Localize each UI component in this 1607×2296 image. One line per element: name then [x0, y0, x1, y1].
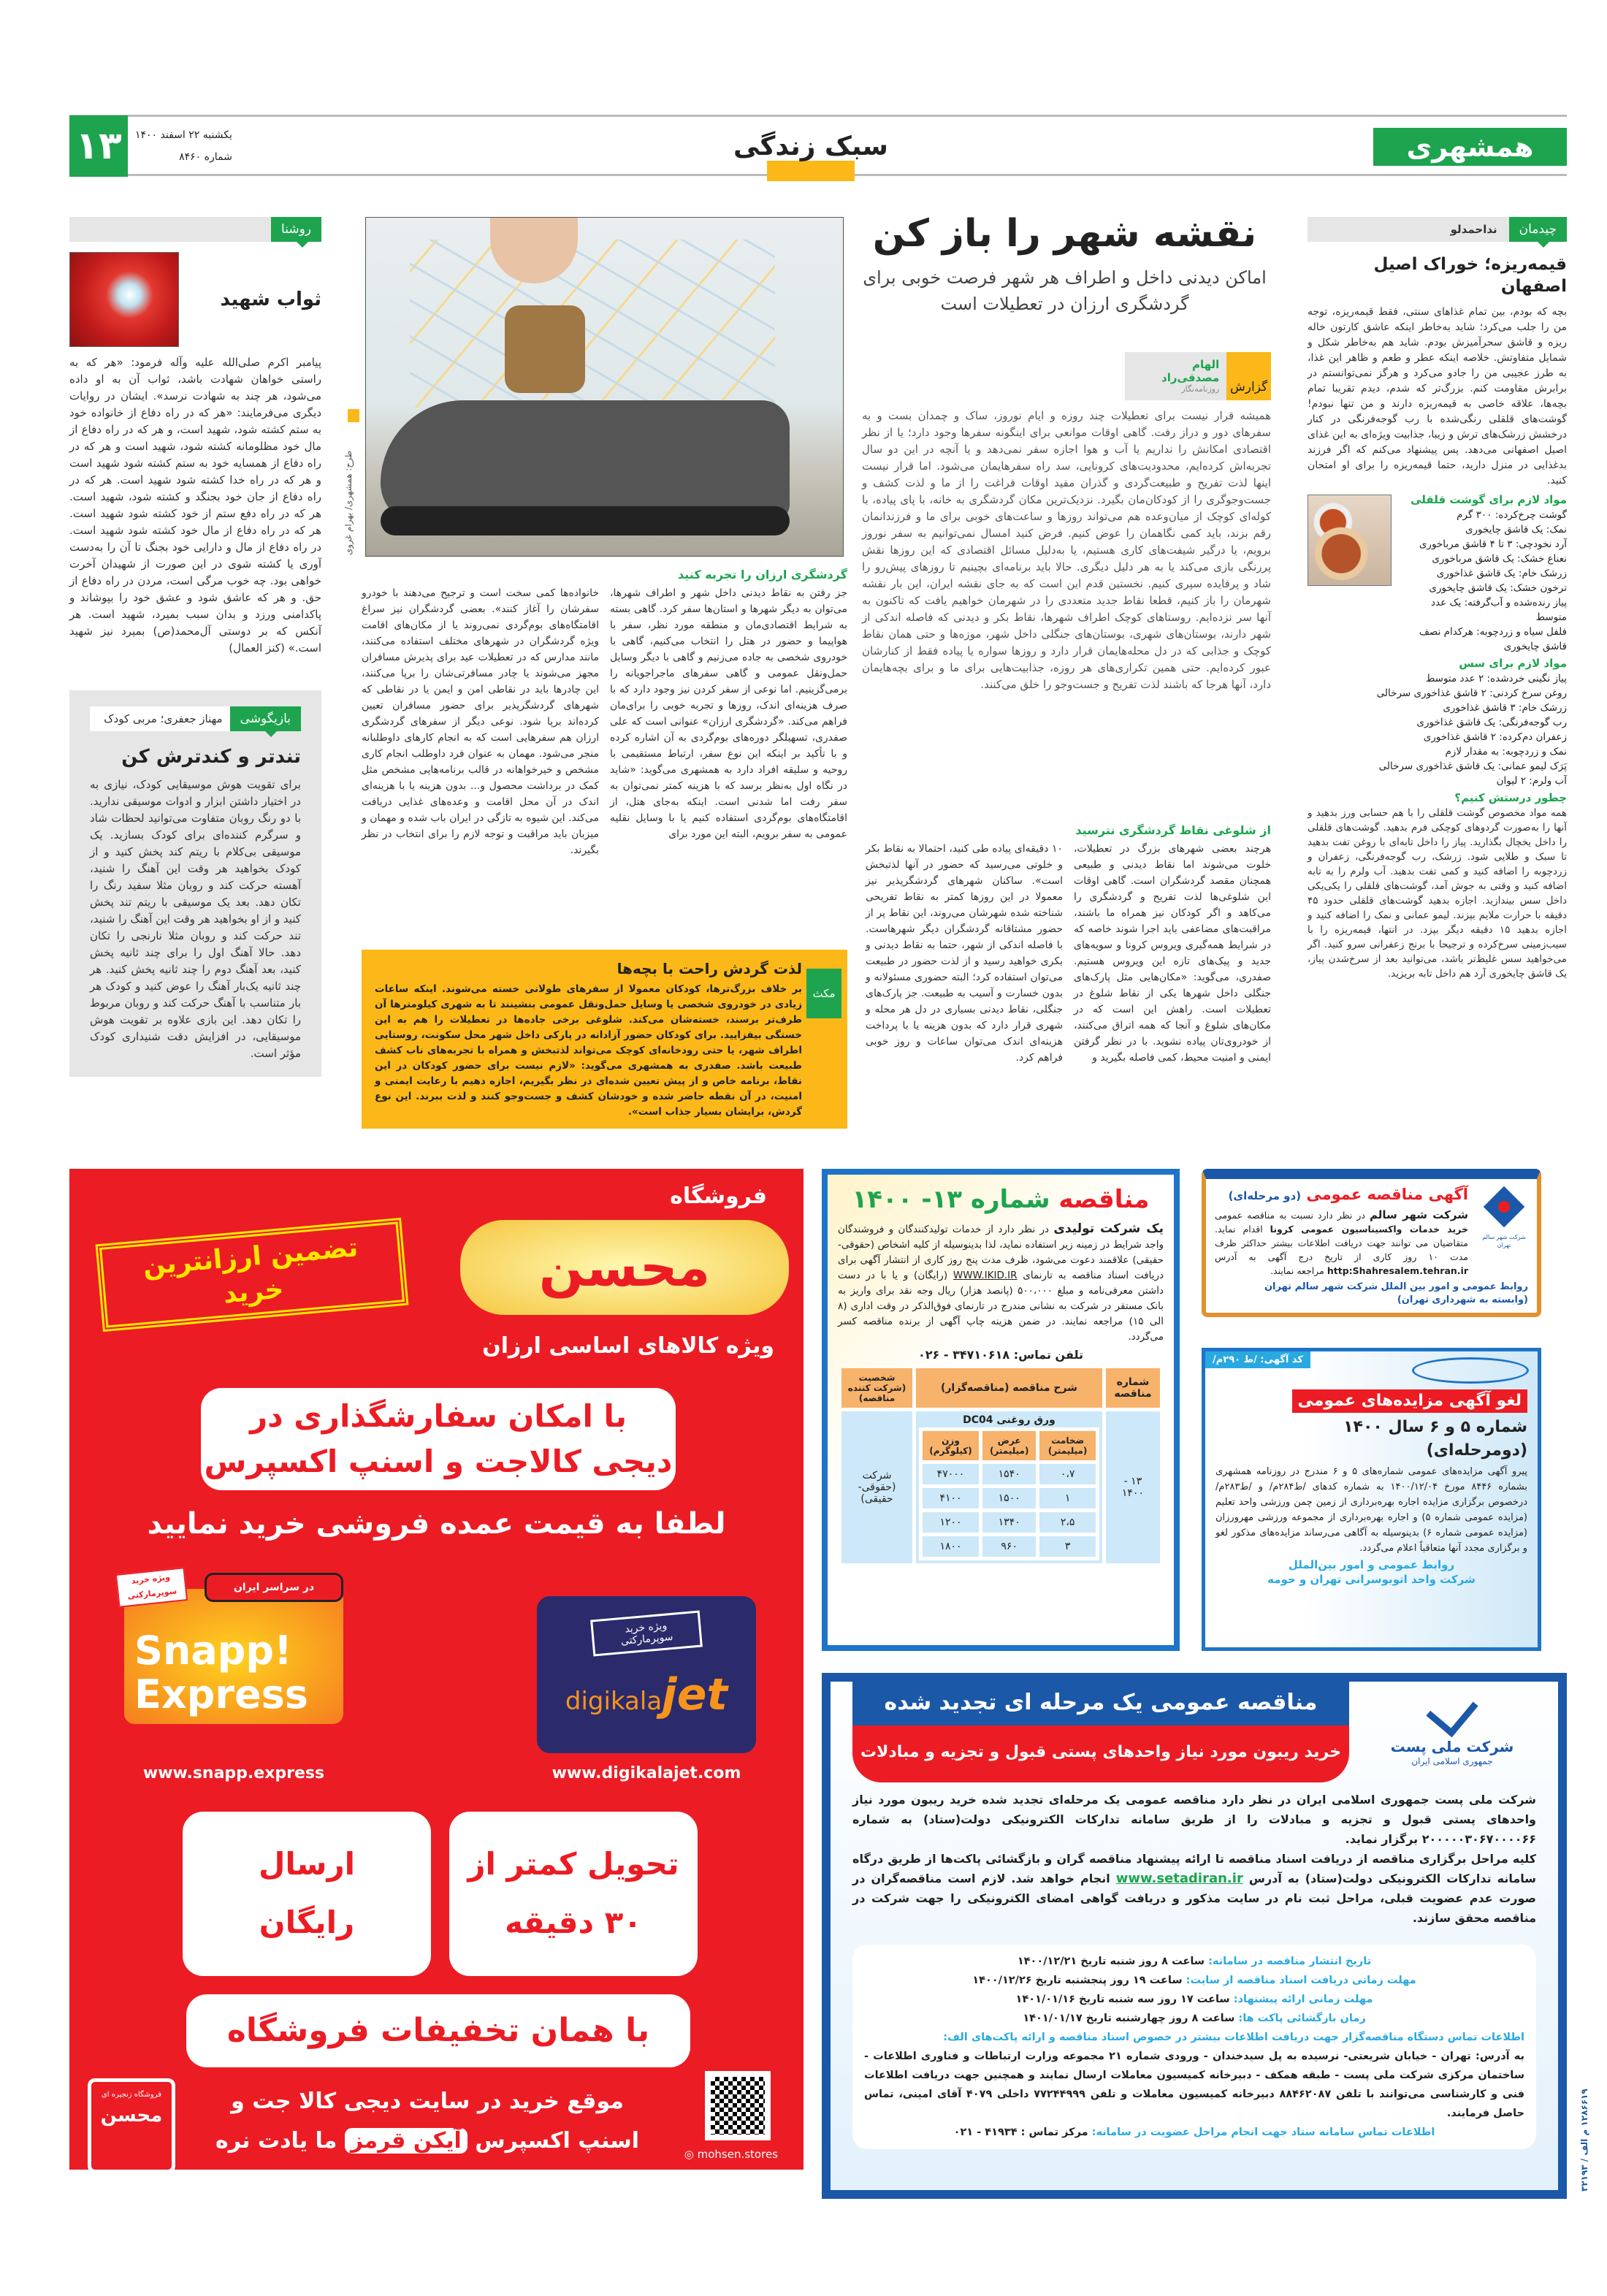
- bus-footer: روابط عمومی و امور بین‌الملل: [1288, 1558, 1455, 1571]
- spec-cell: ۱۸۰۰: [923, 1536, 979, 1557]
- shahr-salem-logo-text: شرکت شهر سالم تهران: [1482, 1234, 1526, 1248]
- bus-line: شماره ۵ و ۶ سال ۱۴۰۰: [1343, 1418, 1527, 1436]
- instagram-handle[interactable]: [684, 2148, 778, 2161]
- ingredient-item: زعفران دم‌کرده: ۲ قاشق غذاخوری: [1423, 731, 1567, 743]
- section-tag: [1308, 217, 1567, 242]
- setad-heading: اطلاعات تماس سامانه ستاد جهت انجام مراحل عضویت در سامانه:: [1091, 2127, 1435, 2138]
- author-role: روزنامه‌نگار: [1181, 384, 1220, 394]
- article-body: برای تقویت هوش موسیقایی کودک، نیازی به در اختیار داشتن ابزار و ادوات موسیقی ندارید. با دو رنگ روبان متفاوت می‌توانید لحظات شاد و سرگرم کننده‌ای برای کودک بسازید. یک موسیقی بی‌کلام با ریتم کند پخش کنید و از کودک بخواهید هر وقت این آهنگ را شنید، آهسته حرکت کند و روبان مثلا سفید رنگ را تکان دهد. بعد یک موسیقی با ریتم تند پخش کنید و از او بخواهید هر وقت این آهنگ را شنید، تند حرکت کند و روبان مثلا نارنجی را تکان دهد. حالا آهنگ اول را برای چند ثانیه پخش کنید، بعد آهنگ دوم را چند ثانیه پخش کنید. هر چند ثانیه یک‌بار آهنگ را عوض کنید و کودک هر بار متناسب با آهنگ حرکت کند و روبان مربوط را تکان دهد. این بازی علاوه بر تقویت هوش موسیقایی، در افزایش دقت شنیداری کودک مؤثر است.: [90, 778, 301, 1060]
- qr-code[interactable]: [705, 2071, 771, 2140]
- ingredient-item: نمک و زردچوبه: به مقدار لازم: [1445, 746, 1567, 758]
- main-title-block: [855, 206, 1275, 317]
- tender-phone: تلفن تماس: ۳۴۷۱۰۶۱۸ - ۰۲۶: [917, 1348, 1083, 1362]
- schedule-item: [864, 1971, 1524, 1990]
- ingredient-item: آرد نخودچی: ۳ تا ۴ قاشق مرباخوری: [1419, 538, 1567, 550]
- post-logo: [1390, 1687, 1514, 1767]
- ingredient-item: زرشک خام: یک قاشق غذاخوری: [1436, 568, 1567, 579]
- tender-title: [838, 1182, 1164, 1217]
- section-tag-label: بازیگوشی: [230, 706, 301, 731]
- salem-link[interactable]: http:Shahresalem.tehran.ir: [1327, 1265, 1468, 1276]
- kicker-tag: گزارش: [1226, 352, 1271, 400]
- delivery-line: ۳۰ دقیقه: [505, 1904, 642, 1940]
- column-text: خانواده‌ها کمی سخت است و ترجیح می‌دهند با خودرو سفرشان را آغاز کنند». بعضی گردشگران نیز سراغ اقامتگاه‌های بوم‌گردی نمی‌روند یا از مکان‌های اقامت ویژه گردشگران در شهرهای مختلف استفاده می‌کنند، مانند مدارس که در تعطیلات عید برای پذیرش مسافران مجهز می‌شوند یا چادر مسافرتی‌شان را برپا می‌کنند، این چادرها باید در نقاطی امن و ایمن یا در نقاطی که شهرهای گردشگرپذیر برای حضور مسافران تعیین کرده‌اند برپا شود. نوعی دیگر از سفرهای گردشگری ارزان هم سفرهایی است که به انجام کارهای داوطلبانه منجر می‌شود. مهمان به عنوان فرد داوطلب انجام کاری مشخص و خیرخواهانه در قالب برنامه‌هایی مشخص مثل کمک در برداشت محصول و... بدون هزینه یا با هزینه‌ای اندک در آن محل اقامت و وعده‌های غذایی دریافت می‌کند. این شیوه به تازگی در ایران باب شده و مهمان و میزبان باید مراقبت و توجه لازم را برای انتخاب در نظر بگیرند.: [362, 587, 599, 856]
- meat-ingredients: [1397, 508, 1567, 654]
- post-subtitle: خرید ریبون مورد نیاز واحدهای پستی قبول و تجزیه و مبادلات: [852, 1725, 1349, 1782]
- snapp-badge: ویژه خرید سوپرمارکتی: [115, 1567, 188, 1608]
- digikala-url[interactable]: www.digikalajet.com: [551, 1764, 741, 1782]
- food-image: [1308, 495, 1392, 586]
- salem-title-note: (دو مرحله‌ای): [1228, 1189, 1302, 1202]
- bus-company-logo: [1412, 1357, 1529, 1384]
- issue-date: یکشنبه ۲۲ اسفند ۱۴۰۰: [135, 129, 232, 141]
- delivery-line: تحویل کمتر از: [467, 1846, 679, 1882]
- tender-13-ad: [822, 1169, 1180, 1651]
- cheapest-stamp: تضمین ارزانترین خرید: [96, 1218, 409, 1332]
- shahr-salem-logo-icon: [1484, 1186, 1525, 1228]
- tender-title-a: مناقصه: [1058, 1185, 1150, 1214]
- main-lead: [862, 408, 1271, 693]
- tender-schedule: [864, 1952, 1524, 2028]
- schedule-value: ساعت ۱۷ روز سه شنبه تاریخ ۱۴۰۱/۰۱/۱۶: [1015, 1994, 1230, 2005]
- column-text: جز رفتن به نقاط دیدنی داخل شهر و اطراف شهرها، می‌توان به دیگر شهرها و استان‌ها سفر کرد. گاهی بسته به شرایط اقتصادی‌مان و منطقه مورد نظر، سفر با هواپیما و حضور در هتل را انتخاب می‌کنیم، گاهی با خودروی شخصی به جاده می‌زنیم و گاهی با دیگر وسایل حمل‌ونقل عمومی و گاهی سفرهای ماجراجویانه را برمی‌گزینیم. اما نوعی از سفر کردن نیز وجود دارد که با صرف هزینه‌ای اندک، روزها و تجربه خوبی را برای‌مان فراهم می‌کند. «گردشگری ارزان» عنوانی است که علی صفدری، تسهیلگر دوره‌های بوم‌گردی به آن اشاره کرده و با تأکید بر اینکه این نوع سفر، ارتباط مستقیمی با روحیه و سلیقه افراد دارد به همشهری می‌گوید: «شاید در نگاه اول به‌نظر برسد که با هزینه کمتر نمی‌توان به سفر رفت اما شدنی است. اینکه به‌جای هتل، از اقامتگاه‌های بوم‌گردی استفاده کنیم یا با وسایل نقلیه عمومی به سفر برویم، البته این مورد برای: [610, 587, 847, 840]
- shahr-salem-ad: [1202, 1169, 1541, 1317]
- mohsen-chain-logo: [88, 2078, 175, 2173]
- tender-company: یک شرکت تولیدی: [1053, 1221, 1164, 1236]
- reminder-line: موقع خرید در سایت دیجی کالا جت و: [231, 2089, 624, 2114]
- tagline: ویژه کالاهای اساسی ارزان: [482, 1333, 774, 1359]
- instagram-text: mohsen.stores: [697, 2148, 778, 2161]
- ingredient-item: روغن سرخ کردنی: ۲ قاشق غذاخوری سرخالی: [1376, 687, 1567, 699]
- bus-title: لغو آگهی مزایده‌های عمومی: [1292, 1389, 1528, 1413]
- contact-text: به آدرس: تهران - خیابان شریعتی- نرسیده به پل سیدخندان - ورودی شماره ۲۱ مجموعه وزارت ارتباطات و فناوری اطلاعات - ساختمان مرکزی شرکت ملی پست - طبقه همکف - دبیرخانه کمیسیون معاملات ارسال نمایند و همچنین جهت دریافت اطلاعات فنی و کارشناسی می‌توانند با تلفن ۸۸۴۶۲۰۸۷ دبیرخانه کمیسیون معاملات و تلفن ۷۷۲۴۴۹۹۹ داخلی ۴۰۷۹ آقای امینی، تماس حاصل فرمایند.: [864, 2051, 1524, 2119]
- salem-company: شرکت شهر سالم: [1369, 1208, 1468, 1221]
- author-name: مهناز جعفری؛ مربی کودک: [104, 712, 223, 725]
- spec-header: عرض (میلیمتر): [982, 1431, 1037, 1460]
- snapp-logo-text: Snapp!: [134, 1628, 292, 1674]
- schedule-item: [864, 1990, 1524, 2009]
- digikala-jet-logo[interactable]: [537, 1596, 756, 1753]
- article-column-2: [362, 585, 599, 858]
- tender-text: در نظر دارد از خدمات تولیدکنندگان و فروشندگان واجد شرایط در زمینه زیر استفاده نماید، لذا بدینوسیله از کلیه اشخاص (حقوقی-حقیقی) علاقمند دعوت می‌شود، ظرف مدت پنج روز کاری از انتشار آگهی برای دریافت اسناد مناقصه به تارنمای: [838, 1224, 1164, 1281]
- tender-item: ورق روغنی DC04: [963, 1414, 1056, 1426]
- schedule-label: مهلت زمانی ارائه پیشنهاد:: [1233, 1994, 1373, 2005]
- contact-heading: اطلاعات تماس دستگاه مناقصه‌گزار جهت دریافت اطلاعات بیشتر در خصوص اسناد مناقصه و ارائه پاکت‌های الف:: [943, 2032, 1524, 2043]
- digikala-badge: ویژه خرید سوپرمارکتی: [590, 1611, 703, 1657]
- red-icon-highlight: آیکن قرمز: [345, 2128, 467, 2154]
- schedule-value: ساعت ۸ روز چهارشنبه تاریخ ۱۴۰۱/۰۱/۱۷: [1023, 2013, 1235, 2024]
- column-chidman: [1308, 217, 1567, 981]
- schedule-value: ساعت ۱۹ روز پنجشنبه تاریخ ۱۴۰۰/۱۲/۲۶: [972, 1975, 1183, 1986]
- mohsen-store-ad: [69, 1169, 804, 2170]
- free-line: ارسال: [258, 1846, 356, 1882]
- schedule-item: [864, 1952, 1524, 1971]
- how-heading: چطور درستش کنیم؟: [1454, 791, 1567, 804]
- section-title: [730, 131, 891, 161]
- reminder: [186, 2082, 668, 2161]
- header-rule-top: [69, 115, 1567, 117]
- salem-text: مراجعه نمایند.: [1270, 1265, 1324, 1276]
- post-text: کلیه مراحل برگزاری مناقصه از دریافت اسناد مناقصه تا ارائه پیشنهاد مناقصه گران و بازگشائی پاکت‌ها از طریق درگاه سامانه تدارکات الکترونیکی دولت(ستاد) به آدرس: [852, 1852, 1537, 1885]
- salem-title-text: آگهی مناقصه عمومی: [1306, 1186, 1468, 1203]
- mohsen-logo: محسن: [460, 1220, 789, 1315]
- section-tag-label: روشنا: [271, 217, 321, 242]
- chain-brand: محسن: [100, 2105, 163, 2127]
- bus-footer: شرکت واحد اتوبوسرانی تهران و حومه: [1267, 1573, 1476, 1586]
- schedule-label: زمان بازگشائی پاکت ها:: [1238, 2013, 1366, 2024]
- table-header: شرح مناقصه (مناقصه‌گزار): [916, 1368, 1102, 1408]
- map-pattern: [410, 240, 775, 408]
- column-subhead: از شلوغی نقاط گردشگری نترسید: [1075, 823, 1271, 837]
- bus-body: پیرو آگهی مزایده‌های عمومی شماره‌های ۵ و ۶ مندرج در روزنامه همشهری بشماره ۸۴۴۶ مورخ ۱۴۰۰/۱۲/۰۴ به شماره کدهای /ط۲۸۴م/ و /ط۲۸۳م/ درخصوص برگزاری مزایده اجاره بهره‌برداری از زمین چمن ورزشی واحد تعلیم (مزایده عمومی شماره ۵) و اجاره بهره‌برداری از مجموعه ورزشی مهرورزان (مزایده عمومی شماره ۶) بدینوسیله به آگاهی می‌رساند مزایده‌های مذکور لغو و برگزاری مجدد آنها متعاقباً اعلام می‌گردد.: [1215, 1466, 1528, 1554]
- issue-number: شماره ۸۴۶۰: [179, 151, 232, 163]
- article-title: قیمه‌ریزه؛ خوراک اصیل اصفهان: [1373, 255, 1567, 296]
- byline: [1125, 352, 1271, 400]
- article-column-4: [866, 841, 1063, 1066]
- post-title: مناقصه عمومی یک مرحله ای تجدید شده: [852, 1682, 1349, 1725]
- spec-cell: ۴۱۰۰: [923, 1488, 979, 1509]
- shahr-salem-logo: [1477, 1188, 1531, 1249]
- meat-section: [1308, 492, 1567, 654]
- order-box: [201, 1388, 676, 1490]
- order-line: دیجی کالاجت و اسنپ اکسپرس: [204, 1443, 673, 1479]
- section-tag-label: چیدمان: [1509, 217, 1567, 242]
- photo-credit: طرح: همشهری/ بهرام غروی: [343, 450, 354, 555]
- section-underline: [767, 161, 855, 181]
- spec-header: ضخامت (میلیمتر): [1039, 1431, 1095, 1460]
- main-subtitle: اماکن دیدنی داخل و اطراف هر شهر فرصت خوبی برای گردشگری ارزان در تعطیلات است: [863, 267, 1267, 314]
- ad-code-vertical: ۱۲۸۶۶۱۹ م الف / ۳۲۱۹۳: [1579, 2089, 1589, 2192]
- newspaper-logo[interactable]: همشهری: [1373, 128, 1567, 166]
- shoe-sole: [381, 506, 790, 535]
- table-header: شماره مناقصه: [1106, 1368, 1160, 1408]
- post-logo-icon: [1426, 1685, 1478, 1737]
- main-headline: نقشه شهر را باز کن: [872, 212, 1257, 256]
- setad-contact: [864, 2123, 1524, 2142]
- ingredient-item: ترخون خشک: یک قاشق چایخوری: [1429, 582, 1567, 594]
- column-text: ۱۰ دقیقه‌ای پیاده طی کنید، احتمالا به نقاط بکر و خلوتی می‌رسید که حضور در آنها لذتبخش است». ساکنان شهرهای گردشگرپذیر نیز معمولا در این روزها کمتر به نقاط تفریحی شناخته شده شهرشان می‌روند، این نقاط پر از حضور مشتاقانه گردشگران دیگر شهرهاست. با فاصله اندکی از شهر، حتما به نقاط دیدنی و بکری خواهید رسید و از لذت حضور در طبیعت می‌توان استفاده کرد؛ البته حضوری مسئولانه و بدون خسارت و آسیب به طبیعت. جز پارک‌های جنگلی، نقاط دیدنی بسیاری در دل هر محله و شهری قرار دارد که بدون هزینه یا با پرداخت هزینه‌ای اندک می‌توان ساعات و روز خوبی فراهم کرد.: [866, 843, 1063, 1064]
- schedule-label: مهلت زمانی دریافت اسناد مناقصه از سایت:: [1186, 1975, 1416, 1986]
- ingredient-item: آب ولرم: ۲ لیوان: [1496, 775, 1567, 787]
- poppy-image: [69, 252, 179, 347]
- reminder-part: ما یادت نره: [215, 2128, 337, 2154]
- post-logo-text: شرکت ملی پست: [1390, 1738, 1514, 1755]
- ingredient-item: رب گوجه‌فرنگی: یک قاشق غذاخوری: [1416, 717, 1567, 728]
- article-title: تندتر و کندترش کن: [121, 746, 301, 768]
- author-name: نداحمدلو: [1450, 223, 1497, 236]
- reminder-part: اسنپ اکسپرس: [475, 2128, 640, 2154]
- schedule-value: ساعت ۸ روز شنبه تاریخ ۱۴۰۰/۱۲/۲۱: [1017, 1956, 1205, 1967]
- ingredient-item: پیاز رنده‌شده و آب‌گرفته: یک عدد متوسط: [1431, 597, 1567, 623]
- box-title: لذت گردش راحت با بچه‌ها: [617, 960, 802, 977]
- article-title: ثواب شهید: [220, 289, 321, 310]
- issue-info: [135, 124, 232, 168]
- spec-row: [923, 1464, 1096, 1484]
- bus-line: (دومرحله‌ای): [1426, 1441, 1527, 1460]
- spec-cell: ۱: [1039, 1488, 1095, 1509]
- snapp-express-logo[interactable]: [124, 1572, 343, 1724]
- spec-cell: ۱۲۰۰: [923, 1512, 979, 1533]
- schedule-item: [864, 2009, 1524, 2028]
- sauce-ingredients: [1308, 671, 1567, 788]
- section-title-text: سبک زندگی: [733, 131, 888, 161]
- map-shoe-illustration: [365, 217, 844, 557]
- post-info-box: [852, 1945, 1536, 2149]
- jet-logo-text: jet: [662, 1669, 728, 1720]
- salem-text: در نظر دارد نسبت به مناقصه عمومی: [1215, 1210, 1365, 1221]
- setad-link[interactable]: www.setadiran.ir: [1115, 1871, 1243, 1886]
- discount-box: با همان تخفیفات فروشگاه: [186, 1994, 690, 2067]
- column-text: هرچند بعضی شهرهای بزرگ در تعطیلات، خلوت می‌شوند اما نقاط دیدنی و طبیعی همچنان مقصد گردشگران است. گاهی اوقات این شلوغی‌ها لذت تفریح و گردشگری را می‌کاهد و اگر کودکان نیز همراه ما باشند، مراقبت‌های مضاعفی باید اجرا شوند خاصه که در شرایط همه‌گیری ویروس کرونا و سویه‌های جدید و پیک‌های تازه این ویروس هستیم. صفدری، می‌گوید: «مکان‌هایی مثل پارک‌های جنگلی داخل شهرها یکی از نقاط شلوغ در تعطیلات است. راهش این است که در مکان‌های شلوغ و آنجا که همه اتراق می‌کنند، از خودروی‌تان پیاده نشوید. با در نظر گرفتن ایمنی و امنیت محیط، کمی فاصله بگیرید و: [1074, 843, 1271, 1064]
- spec-row: [923, 1512, 1096, 1533]
- spec-row: [923, 1536, 1096, 1557]
- meat-heading: مواد لازم برای گوشت قلقلی: [1411, 493, 1567, 506]
- ingredient-item: نمک: یک قاشق چایخوری: [1465, 524, 1567, 535]
- makth-box: [362, 950, 847, 1129]
- author-name: الهام مصدقی‌راد: [1161, 358, 1220, 384]
- tender-body: [838, 1221, 1164, 1345]
- salem-footer: (وابسته به شهرداری تهران): [1397, 1294, 1528, 1305]
- spec-cell: ۴۷۰۰۰: [923, 1464, 979, 1484]
- setad-phone: مرکز تماس : ۴۱۹۳۴ - ۰۲۱: [953, 2127, 1088, 2138]
- spec-cell: ۲،۵: [1039, 1512, 1095, 1533]
- section-tag: [69, 217, 321, 242]
- store-label: فروشگاه: [670, 1183, 767, 1209]
- sauce-heading: مواد لازم برای سس: [1459, 657, 1567, 670]
- tender-title-b: شماره ۱۳- ۱۴۰۰: [852, 1185, 1050, 1214]
- ingredient-item: گوشت چرخ‌کرده: ۳۰۰ گرم: [1457, 509, 1567, 521]
- spec-cell: ۹۶۰: [982, 1536, 1037, 1557]
- snapp-region: در سراسر ایران: [205, 1573, 343, 1602]
- post-paragraph: شرکت ملی پست جمهوری اسلامی ایران در نظر دارد مناقصه عمومی یک مرحله‌ای تجدید شده خرید ریبون مورد نیاز واحدهای پستی قبول و تجزیه و مبادلات را از طریق سامانه تدارکات الکترونیکی دولت(ستاد) به شماره ۲۰۰۰۰۰۳۰۶۷۰۰۰۰۶۶ برگزار نماید.: [852, 1793, 1536, 1846]
- spec-header: وزن (کیلوگرم): [923, 1431, 979, 1460]
- tender-text: (رایگان) و یا با در دست داشتن معرفی‌نامه و مبلغ ۵۰۰،۰۰۰ (پانصد هزار) ریال وجه نقد برای واریز به بانک مستقر در شرکت به نشانی مندرج در تارنمای فوق‌الذکر در وقت اداری (۸ الی ۱۵) مراجعه نمایند. در ضمن هزینه چاپ آگهی از برنده مناقصه کسر می‌گردد.: [838, 1270, 1164, 1343]
- ingredient-item: پَرَک لیمو عمانی: یک قاشق غذاخوری سرخالی: [1378, 760, 1567, 772]
- main-lead-text: همیشه قرار نیست برای تعطیلات چند روزه و ایام نوروز، ساک و چمدان بست و به سفرهای دور و دراز رفت. گاهی اوقات موانعی برای اینگونه سفرها وجود دارد؛ یا از نظر اقتصادی امکانش را نداریم یا آب و هوا اجازه سفر نمی‌دهد و یا آنچه در این دو سال تجربه‌اش کرده‌ایم، محدودیت‌های کرونایی، سد راه سفرهایمان می‌شود. اما قرار نیست اینها لذت تفریح و طبیعت‌گردی و گذران مفید اوقات فراغت را از ما و لذت کشف و جست‌وجوگری را از کودکان‌مان بگیرد. نزدیک‌ترین مکان گردشگری به خانه، با پای پیاده، با کوله‌ای کوچک از میان‌وعده هم می‌تواند روزها و ساعت‌های خوبی برای ما و فرزندانمان رقم بزند، باید کمی نگاهمان را عوض کنیم. فرض کنید امسال نمی‌توانیم به سفر نوروز برویم، یا درگیر شیفت‌های کاری هستیم، یا به‌دلیل مسائل اقتصادی که این روزها نقش پررنگی بازی می‌کند یا به هر دلیل دیگری. حالا باید برنامه‌ای بچینیم تا روزهای پیش‌رو را شاد و پرفایده سپری کنیم. نخستین قدم این است که به جای نقشه ایران، این بار نقشه شهرمان را باز کنیم، قطعا نقاط جدید متعددی را در شهرمان خواهیم یافت که تاکنون به آنها سر نزده‌ایم. روستاهای کوچک اطراف شهرها، نقاط بکر و دیدنی که فاصله اندکی از شهر دارند، بوستان‌های شهری، بوستان‌های جنگلی داخل شهر، موزه‌ها و حتی همان نقاط کوچک و جذابی که در دل محله‌هایمان قرار دارد و روزها سواره یا پیاده فقط از کنارشان عبور کرده‌ایم. حتی همین تکراری‌های هر روزه، جذابیت‌هایی برای ما و برای بچه‌هایمان دارد، آنها هرجا که باشند لذت تفریح و جست‌وجو را خلق می‌کنند.: [862, 409, 1271, 691]
- tender-table: [838, 1365, 1164, 1567]
- box-text: بر خلاف بزرگ‌ترها، کودکان معمولا از سفرهای طولانی خسته می‌شوند. اینکه ساعات زیادی در خودروی شخصی یا وسایل حمل‌ونقل عمومی بنشینند تا به شهری کیلومترها آن طرف‌تر برسند، خسته‌شان می‌کند. شلوغی برخی جاده‌ها در تعطیلات را هم به این خستگی بیفزایید. برای کودکان حضور آزادانه در پارکی داخل شهر محل سکونت، روستایی اطراف شهر، یا حتی رودخانه‌ای کوچک می‌تواند لذتبخش و همراه با تجربه‌های ناب کشف طبیعت باشد. صفدری به همشهری می‌گوید: «لازم نیست برای حضور کودکان در این نقاط، برنامه خاص و از پیش تعیین شده‌ای در نظر بگیریم، اجازه دهیم با رعایت ایمنی و امنیت، در آن نقطه حاضر شده و خودشان کشف و جست‌وجو کنند و لذت ببرند. این نوع گردش، برایشان بسیار جذاب است».: [375, 983, 802, 1118]
- article-column-1: [610, 566, 847, 842]
- ingredient-item: فلفل سیاه و زردچوبه: هرکدام نصف قاشق چایخوری: [1419, 626, 1567, 652]
- page-number: ۱۳: [69, 115, 128, 177]
- delivery-box: [449, 1812, 698, 1976]
- spec-cell: ۱۵۰۰: [982, 1488, 1037, 1509]
- salem-bold: خرید خدمات واکسیناسیون عمومی کرونا: [1270, 1224, 1468, 1235]
- ad-code: کد آگهی: /ط ۲۹۰م/: [1205, 1351, 1310, 1368]
- column-roshana: [69, 217, 321, 657]
- instagram-icon: ◎: [684, 2148, 698, 2161]
- bus-company-ad: [1202, 1348, 1541, 1651]
- digikala-logo-text: digikala: [565, 1687, 663, 1716]
- free-shipping-box: [183, 1812, 431, 1976]
- backpack-shape: [505, 305, 585, 393]
- post-body: [852, 1790, 1536, 1928]
- spec-cell: ۰،۷: [1039, 1464, 1095, 1484]
- tender-party-cell: شرکت (حقوقی- حقیقی): [841, 1411, 912, 1563]
- how-text: همه مواد مخصوص گوشت قلقلی را با هم حسابی ورز بدهید و آنها را به‌صورت گردوهای کوچکی فرم بدهید. گوشت‌های قلقلی را داخل یخچال بگذارید. پیاز را داخل تابه‌ای با روغن تفت بدهید تا سبک و طلایی شود. زرشک، رب گوجه‌فرنگی، زعفران و زردچوبه را اضافه کنید و کمی تفت بدهید. آب ولرم را به تابه اضافه کنید و وقتی به جوش آمد، گوشت‌های قلقلی را یکی‌یکی داخل سس بیندازید. اجازه بدهید گوشت‌های قلقلی حدود ۴۵ دقیقه با حرارت ملایم بپزند. لیمو عمانی و نمک را اضافه کنید و اجازه بدهید ۱۵ دقیقه دیگر بپزد. در انتها، قیمه‌ریزه را با سیب‌زمینی سرخ‌کرده و ترجیحا با برنج زعفرانی سرو کنید. اگر می‌خواهید سس غلیظ‌تر باشد، می‌توانید بعد از سرخ‌شدن پیاز، یک قاشق چایخوری آرد هم داخل تابه بریزید.: [1308, 807, 1567, 980]
- article-body: پیامبر اکرم صلی‌الله علیه وآله فرمود: «هر که به راستی خواهان شهادت باشد، ثواب آن به او داده می‌شود، هر چند به شهادت نرسد». ایشان در روایات دیگری می‌فرمایند: «هر که در راه دفاع از خانواده خود به ستم کشته شود، شهید است، و هر که در راه دفاع از مال خود مظلومانه کشته شود، شهید است و هر که در راه دفاع از همسایه خود به ستم کشته شود شهید است و هر که در راه خدا کشته شود شهید است. هر که در راه دفاع از جان خود بجنگد و کشته شود، شهید است. هر که در راه دفع ستم از خود کشته شود شهید است. هر که در راه دفاع از مال خود کشته شود شهید است. در راه دفاع از مال و دارایی خود بجنگ تا آن را به‌دست آوری یا کشته شوی در این صورت از شهیدان آخرت خواهی بود. چه خوب مرگی است، مردن در راه دفاع از حق. و هر که عاشق شود و عشق خود را بپوشاند و پاکدامنی ورزد و بدان سبب بمیرد، شهید است. هر آنکس که بر دوستی آل‌محمد(ص) بمیرد نیز شهید است.» (کنز العمال): [69, 356, 321, 655]
- salem-text: اقدام نماید. متقاضیان می توانند جهت دریافت اطلاعات بیشتر حداکثر ظرف مدت ۱۰ روز کاری از تاریخ درج آگهی به آدرس: [1215, 1224, 1469, 1262]
- national-post-ad: [822, 1673, 1567, 2199]
- snapp-logo-text: Express: [134, 1671, 308, 1717]
- chain-label: فروشگاه زنجیره ای: [101, 2091, 162, 2099]
- column-subhead: گردشگری ارزان را تجربه کنید: [678, 568, 847, 581]
- free-line: رایگان: [259, 1904, 355, 1940]
- spec-cell: ۱۵۴۰: [982, 1464, 1037, 1484]
- spec-cell: ۱۳۴۰: [982, 1512, 1037, 1533]
- article-column-3: [1074, 822, 1271, 1066]
- column-bazigooshi: [69, 690, 321, 1077]
- tender-number-cell: ۱۳ - ۱۴۰۰: [1106, 1411, 1160, 1563]
- article-intro: بچه که بودم، بین تمام غذاهای سنتی، فقط قیمه‌ریزه، توجه من را جلب می‌کرد؛ شاید به‌خاطر اینکه عاشق کارتون خاله ریزه و قاشق سحرآمیزش بودم. شاید هم به‌خاطر شکل و شمایل متفاوتش. خلاصه اینکه عطر و طعم و ظاهر این غذا، به طرز عجیبی من را جادو می‌کرد و هرگز نمی‌توانستم در برابرش مقاومت کنم. بزرگ‌تر که شدم، دیدم تقریبا تمام بچه‌ها، علاقه خاصی به قیمه‌ریزه دارند و من تنها نبودم! گوشت‌های قلقلی رنگی‌شده با رب گوجه‌فرنگی در کنار درخشش زرشک‌های ترش و زیبا، جذابیت ویژه‌ای به این غذای اصیل اصفهانی می‌دهد. پس پیشنهاد می‌کنم که اگر فرزند بدغذایی در منزل دارید، حتما قیمه‌ریزه را برای او امتحان کنید.: [1308, 306, 1567, 487]
- wholesale-line: لطفا به قیمت عمده فروشی خرید نمایید: [147, 1507, 726, 1541]
- post-paragraph: [852, 1849, 1536, 1928]
- table-header: شخصیت (شرکت کننده مناقصه): [841, 1368, 912, 1408]
- spec-row: [923, 1488, 1096, 1509]
- ikid-link[interactable]: WWW.IKID.IR: [953, 1270, 1018, 1281]
- snapp-url[interactable]: www.snapp.express: [142, 1764, 325, 1782]
- title-row: [69, 252, 321, 347]
- spec-table: [919, 1427, 1099, 1560]
- spec-cell: ۳: [1039, 1536, 1095, 1557]
- section-tag: [90, 706, 301, 731]
- post-text: انجام خواهد شد. لازم است مناقصه‌گران در صورت عدم عضویت قبلی، مراحل ثبت نام در سایت مذکور و دریافت گواهی امضای الکترونیکی را جهت شرکت در مناقصه محقق سازند.: [852, 1872, 1536, 1925]
- ingredient-item: پیاز نگینی خردشده: ۲ عدد متوسط: [1425, 673, 1567, 684]
- makth-tag: مکث: [806, 969, 841, 1018]
- salem-footer: روابط عمومی و امور بین الملل شرکت شهر سالم تهران: [1264, 1281, 1528, 1292]
- post-logo-subtext: جمهوری اسلامی ایران: [1411, 1756, 1493, 1766]
- order-line: با امکان سفارشگذاری در: [249, 1398, 627, 1434]
- ingredient-item: نعناع خشک: یک قاشق مرباخوری: [1432, 553, 1567, 565]
- schedule-label: تاریخ انتشار مناقصه در سامانه:: [1208, 1956, 1372, 1967]
- ingredient-item: زرشک خام: ۳ قاشق غذاخوری: [1443, 702, 1567, 714]
- caption-marker: [348, 409, 359, 422]
